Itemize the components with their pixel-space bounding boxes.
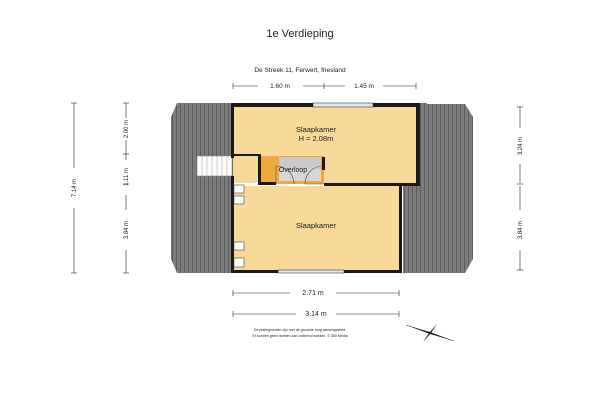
dim-left-total: 7.14 m bbox=[72, 178, 78, 198]
address-text: De Streek 11, Ferwert, friesland bbox=[254, 67, 346, 74]
room-label-upper: Slaapkamer bbox=[295, 125, 337, 134]
compass-rose-icon bbox=[406, 324, 454, 342]
roof-left bbox=[171, 103, 233, 273]
page-title: 1e Verdieping bbox=[266, 28, 334, 40]
dim-left-lower: 3.84 m bbox=[124, 220, 130, 240]
room-height-upper: H = 2.08m bbox=[298, 134, 334, 143]
dimension-right bbox=[517, 107, 523, 270]
dim-left-upper: 2.00 m bbox=[124, 119, 130, 139]
dim-top-left: 1.60 m bbox=[270, 83, 290, 90]
room-label-lower: Slaapkamer bbox=[295, 221, 337, 230]
dim-left-middle: 1.11 m bbox=[124, 168, 130, 186]
dim-right-upper: 3.24 m bbox=[518, 136, 524, 156]
disclaimer-line-2: Er kunnen geen rechten aan ontleend worden. © 360 Media bbox=[252, 334, 348, 338]
staircase bbox=[197, 156, 232, 176]
dim-right-lower: 3.84 m bbox=[518, 220, 524, 240]
room-label-overloop: Overloop bbox=[278, 167, 308, 174]
dim-bottom-inner: 2.71 m bbox=[302, 290, 324, 297]
dimension-top bbox=[233, 83, 416, 89]
dim-top-right: 1.45 m bbox=[354, 83, 374, 90]
dim-bottom-outer: 3.14 m bbox=[305, 311, 327, 318]
disclaimer-line-1: De plattegronden zijn met de grootste zorg samengesteld. bbox=[253, 328, 347, 332]
